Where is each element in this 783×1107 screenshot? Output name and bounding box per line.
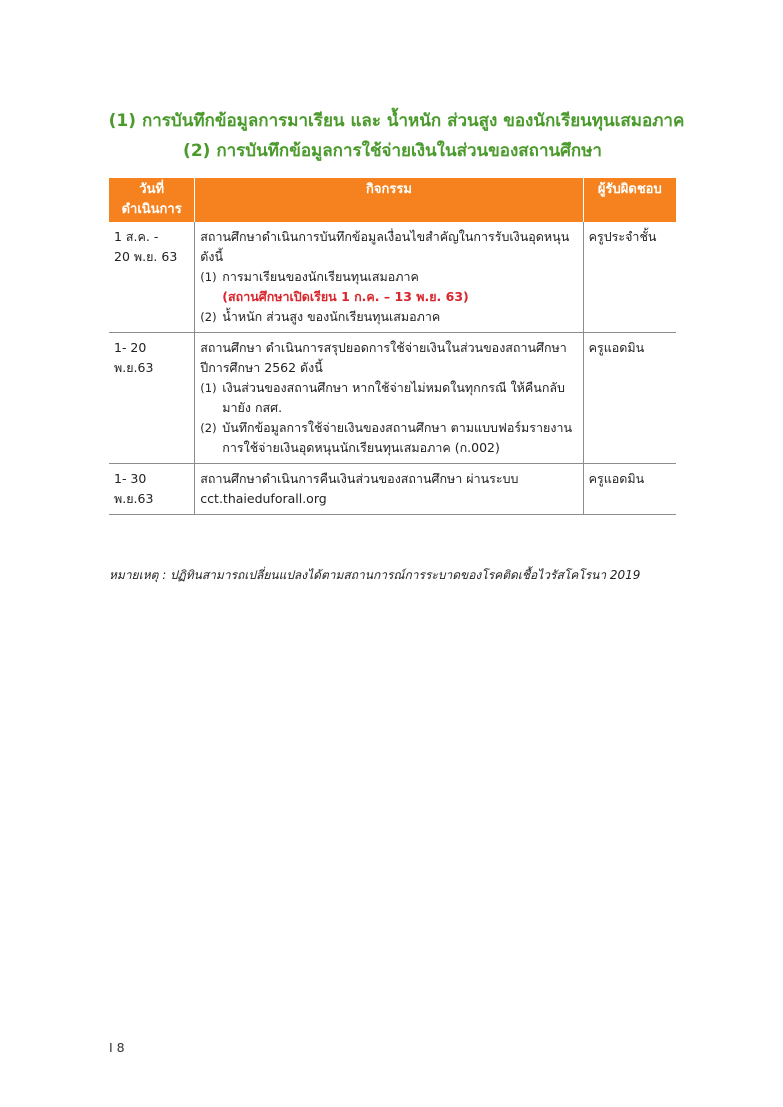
- item-text: น้ำหนัก ส่วนสูง ของนักเรียนทุนเสมอภาค: [222, 309, 441, 324]
- item-highlight: (สถานศึกษาเปิดเรียน 1 ก.ค. – 13 พ.ย. 63): [222, 289, 469, 304]
- footnote: หมายเหตุ : ปฏิทินสามารถเปลี่ยนแปลงได้ตามสถานการณ์การระบาดของโรคติดเชื้อไวรัสโคโรนา 2019: [109, 568, 641, 582]
- item-number: (2): [200, 421, 217, 435]
- item-text: เงินส่วนของสถานศึกษา หากใช้จ่ายไม่หมดในทุกกรณี ให้คืนกลับมายัง กสศ.: [222, 380, 565, 415]
- activity-item: [200, 418, 577, 458]
- header-responsible: ผู้รับผิดชอบ: [583, 178, 676, 222]
- header-date-line2: ดำเนินการ: [121, 202, 182, 217]
- header-date: [109, 178, 195, 222]
- row-date-line1: 1- 20: [114, 340, 147, 355]
- item-number: (1): [200, 270, 217, 284]
- title-block: [0, 106, 783, 166]
- schedule-table: [109, 178, 676, 515]
- item-number: (2): [200, 310, 217, 324]
- activity-item: [200, 307, 577, 327]
- row-responsible: ครูประจำชั้น: [583, 222, 676, 333]
- activity-item: [200, 378, 577, 418]
- table-row: [109, 333, 676, 464]
- header-activity: กิจกรรม: [195, 178, 583, 222]
- header-date-line1: วันที่: [139, 182, 165, 197]
- row-date-line2: 20 พ.ย. 63: [114, 249, 178, 264]
- item-text-main: การมาเรียนของนักเรียนทุนเสมอภาค: [222, 269, 419, 284]
- activity-text: สถานศึกษา ดำเนินการสรุปยอดการใช้จ่ายเงินในส่วนของสถานศึกษา ปีการศึกษา 2562 ดังนี้: [200, 340, 567, 375]
- row-activity: [195, 464, 583, 515]
- row-responsible: ครูแอดมิน: [583, 333, 676, 464]
- table-row: [109, 464, 676, 515]
- row-date: [109, 333, 195, 464]
- row-date-line2: พ.ย.63: [114, 360, 154, 375]
- row-date-line1: 1 ส.ค. -: [114, 229, 159, 244]
- item-number: (1): [200, 381, 217, 395]
- activity-text: สถานศึกษาดำเนินการบันทึกข้อมูลเงื่อนไขสำคัญในการรับเงินอุดหนุน ดังนี้: [200, 229, 570, 264]
- item-text: [222, 267, 577, 307]
- row-date: 1- 30 พ.ย.63: [109, 464, 195, 515]
- row-date: [109, 222, 195, 333]
- table-header-row: [109, 178, 676, 222]
- title-line-2: (2) การบันทึกข้อมูลการใช้จ่ายเงินในส่วนของสถานศึกษา: [183, 141, 602, 161]
- row-responsible: ครูแอดมิน: [583, 464, 676, 515]
- row-activity: [195, 222, 583, 333]
- activity-item: [200, 267, 577, 307]
- row-activity: [195, 333, 583, 464]
- activity-text: สถานศึกษาดำเนินการคืนเงินส่วนของสถานศึกษา ผ่านระบบ: [200, 471, 519, 486]
- title-line-1: (1) การบันทึกข้อมูลการมาเรียน และ น้ำหนัก ส่วนสูง ของนักเรียนทุนเสมอภาค: [108, 111, 685, 131]
- table-row: [109, 222, 676, 333]
- activity-url: cct.thaieduforall.org: [200, 491, 327, 506]
- page-number: I 8: [109, 1040, 125, 1055]
- item-text: บันทึกข้อมูลการใช้จ่ายเงินของสถานศึกษา ตามแบบฟอร์มรายงานการใช้จ่ายเงินอุดหนุนนักเรียนทุนเสมอภาค (ก.002): [222, 420, 573, 455]
